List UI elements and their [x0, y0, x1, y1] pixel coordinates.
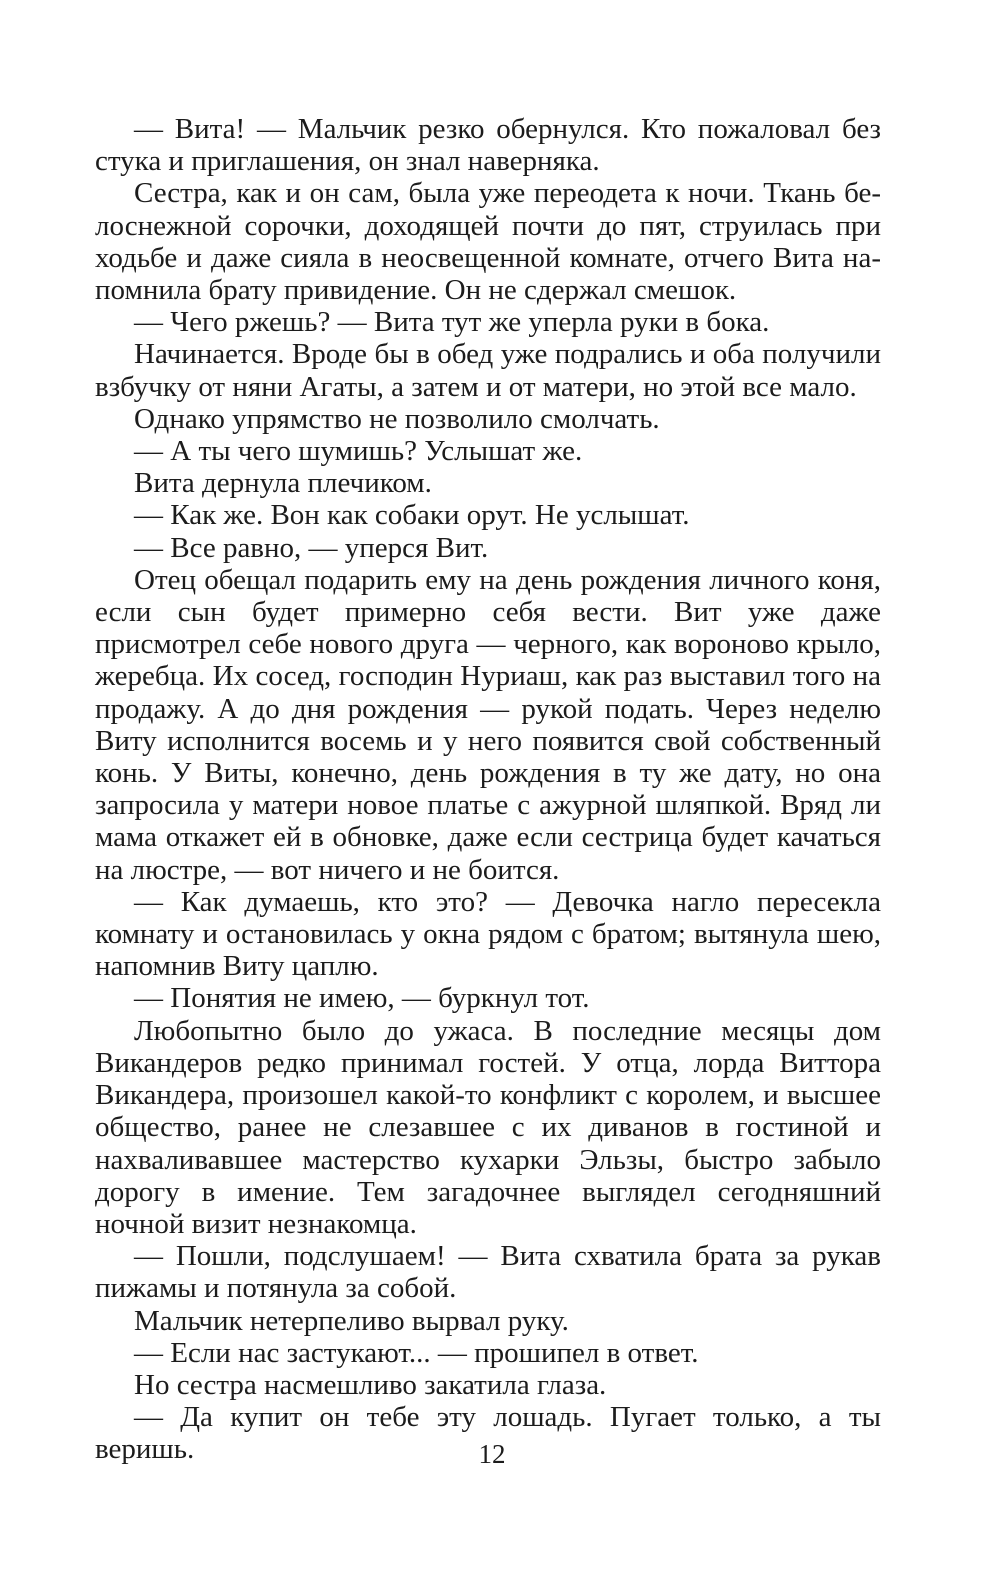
paragraph: Но сестра насмешливо закатила глаза. — [134, 1368, 607, 1401]
text-block — [95, 113, 881, 1466]
paragraph: — Как же. Вон как собаки орут. Не услышат. — [134, 499, 690, 532]
page-number: 12 — [478, 1439, 506, 1469]
paragraph: Сестра, как и он сам, была уже переодета к ночи. Ткань белоснежной сорочки, доходящей почти до пят, струилась при ходьбе и даже сияла в неосвещенной комнате, отчего Вита напомнила брату привидение. Он не сдержал смешок. — [95, 177, 881, 307]
paragraph: — Если нас застукают... — прошипел в ответ. — [134, 1336, 699, 1369]
paragraph: — Пошли, подслушаем! — Вита схватила брата за рукав пижамы и потянула за собой. — [95, 1240, 881, 1305]
paragraph: Вита дернула плечиком. — [134, 467, 432, 500]
paragraph: Мальчик нетерпеливо вырвал руку. — [134, 1304, 569, 1337]
paragraph: — Понятия не имею, — буркнул тот. — [134, 982, 590, 1015]
paragraph: — Вита! — Мальчик резко обернулся. Кто пожаловал без стука и приглашения, он знал наверняка. — [95, 113, 881, 178]
paragraph: — А ты чего шумишь? Услышат же. — [134, 435, 583, 468]
paragraph: — Как думаешь, кто это? — Девочка нагло пересекла комнату и остановилась у окна рядом с братом; вытянула шею, напомнив Виту цаплю. — [95, 885, 881, 983]
paragraph: Однако упрямство не позволило смолчать. — [134, 402, 660, 435]
paragraph: — Все равно, — уперся Вит. — [134, 531, 489, 564]
paragraph: — Да купит он тебе эту лошадь. Пугает только, а ты веришь. — [95, 1401, 881, 1466]
paragraph: Начинается. Вроде бы в обед уже подрались и оба получили взбучку от няни Агаты, а затем и от матери, но этой все мало. — [95, 338, 881, 403]
paragraph: — Чего ржешь? — Вита тут же уперла руки в бока. — [134, 306, 770, 339]
paragraph: Любопытно было до ужаса. В последние месяцы дом Викандеров редко принимал гостей. У отца, лорда Виттора Викандера, произошел какой-то конфликт с королем, и высшее общество, ранее не слезавшее с их диванов в гостиной и нахваливавшее мастерство кухарки Эльзы, быстро забыло дорогу в имение. Тем загадочнее выглядел сегодняшний ночной визит незнакомца. — [95, 1014, 881, 1240]
paragraph: Отец обещал подарить ему на день рождения личного коня, если сын будет примерно себя вести. Вит уже даже присмотрел себе нового друга — черного, как вороново крыло, жеребца. Их сосед, господин Нуриаш, как раз выставил того на продажу. А до дня рождения — рукой подать. Через неделю Виту исполнится восемь и у него появится свой собственный конь. У Виты, конечно, день рождения в ту же дату, но она запросила у матери новое платье с ажурной шляпкой. Вряд ли мама откажет ей в обновке, даже если сестрица будет качаться на люстре, — вот ничего и не боится. — [95, 563, 881, 886]
